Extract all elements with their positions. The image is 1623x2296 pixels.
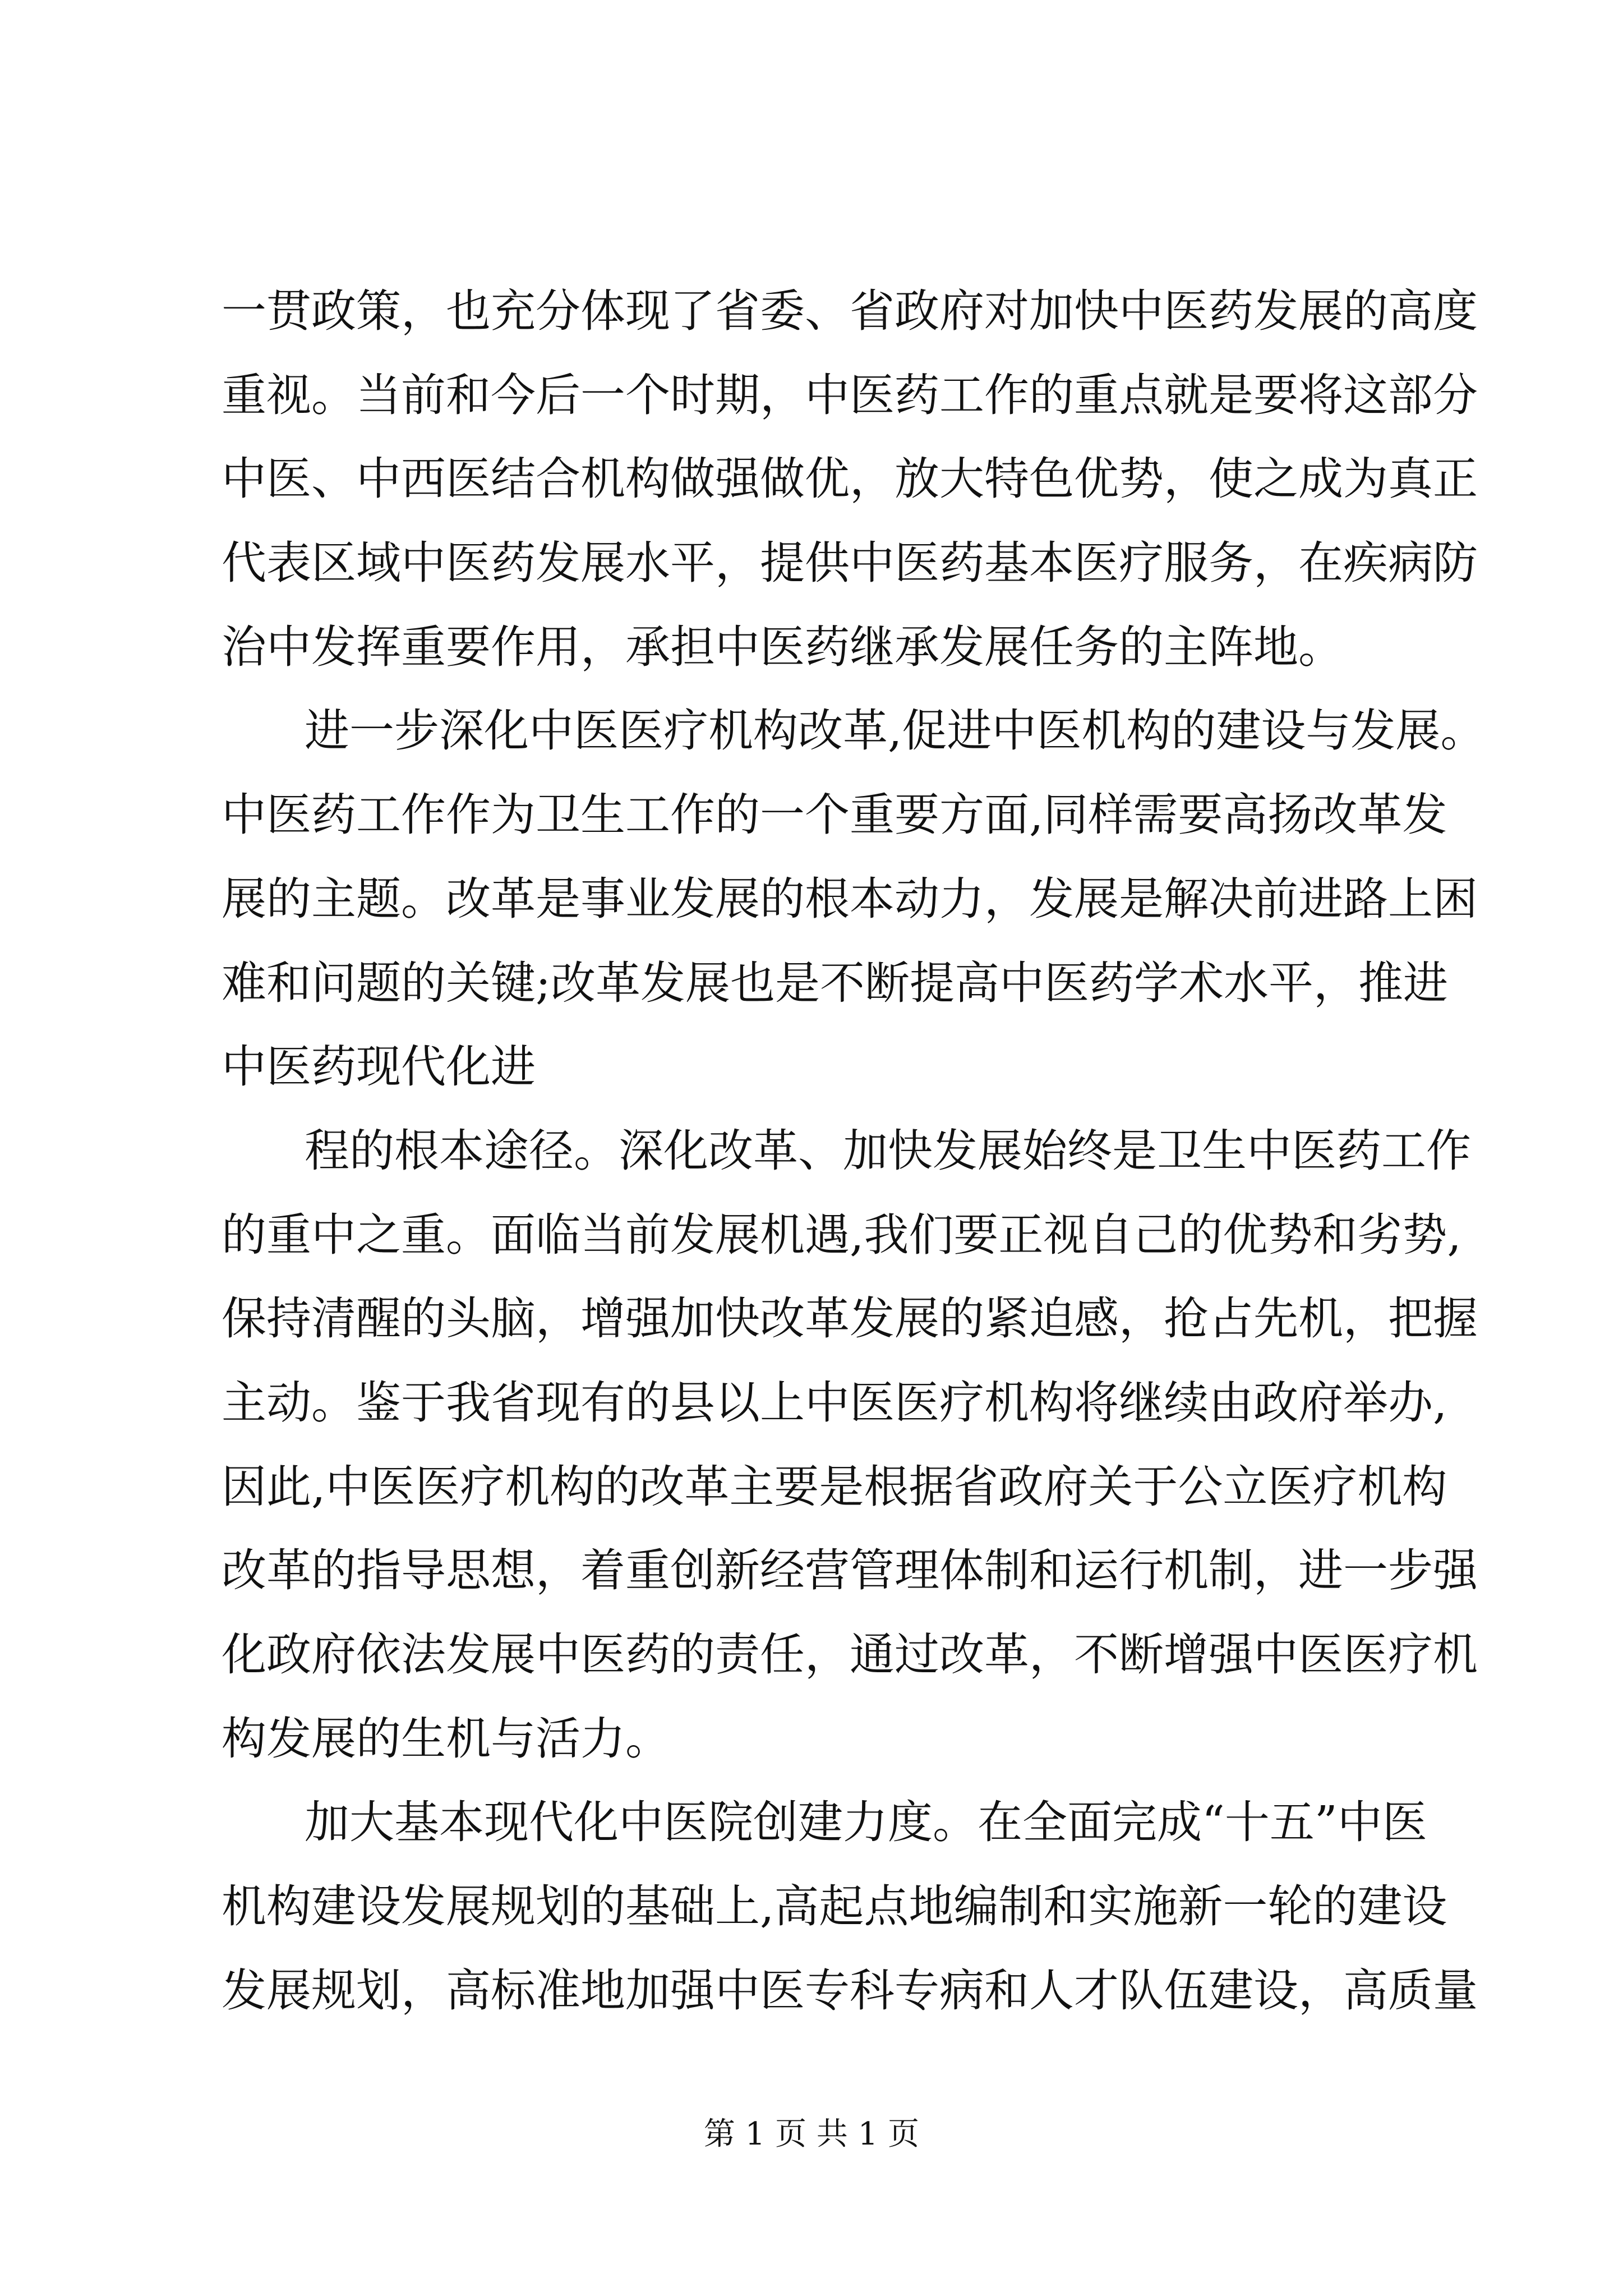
text-line: 进一步深化中医医疗机构改革,促进中医机构的建设与发展。 <box>305 705 1486 757</box>
text-line: 化政府依法发展中医药的责任，通过改革，不断增强中医医疗机 <box>222 1628 1478 1681</box>
text-line: 代表区域中医药发展水平，提供中医药基本医疗服务，在疾病防 <box>222 537 1478 590</box>
text-line: 一贯政策，也充分体现了省委、省政府对加快中医药发展的高度 <box>222 285 1478 337</box>
document-body <box>222 269 1486 2032</box>
text-line: 发展规划，高标准地加强中医专科专病和人才队伍建设，高质量 <box>222 1964 1478 2017</box>
page-footer: 第 1 页 共 1 页 <box>703 2116 920 2152</box>
text-line: 程的根本途径。深化改革、加快发展始终是卫生中医药工作 <box>305 1124 1471 1177</box>
text-line: 机构建设发展规划的基础上,高起点地编制和实施新一轮的建设 <box>222 1880 1447 1933</box>
text-line: 中医药工作作为卫生工作的一个重要方面,同样需要高扬改革发 <box>222 789 1447 841</box>
text-line: 中医药现代化进 <box>222 1041 536 1093</box>
text-line: 治中发挥重要作用，承担中医药继承发展任务的主阵地。 <box>222 620 1343 673</box>
text-line: 构发展的生机与活力。 <box>222 1712 670 1765</box>
text-line: 的重中之重。面临当前发展机遇,我们要正视自己的优势和劣势, <box>222 1208 1461 1261</box>
text-line: 展的主题。改革是事业发展的根本动力，发展是解决前进路上困 <box>222 872 1478 925</box>
text-line: 因此,中医医疗机构的改革主要是根据省政府关于公立医疗机构 <box>222 1460 1447 1513</box>
text-line: 加大基本现代化中医院创建力度。在全面完成“十五”中医 <box>305 1796 1427 1849</box>
text-line: 保持清醒的头脑，增强加快改革发展的紧迫感，抢占先机，把握 <box>222 1292 1478 1345</box>
text-line: 改革的指导思想，着重创新经营管理体制和运行机制，进一步强 <box>222 1544 1478 1597</box>
text-line: 主动。鉴于我省现有的县以上中医医疗机构将继续由政府举办, <box>222 1376 1447 1429</box>
text-line: 重视。当前和今后一个时期，中医药工作的重点就是要将这部分 <box>222 369 1478 421</box>
text-line: 难和问题的关键;改革发展也是不断提高中医药学术水平，推进 <box>222 956 1448 1009</box>
text-line: 中医、中西医结合机构做强做优，放大特色优势，使之成为真正 <box>222 453 1478 505</box>
